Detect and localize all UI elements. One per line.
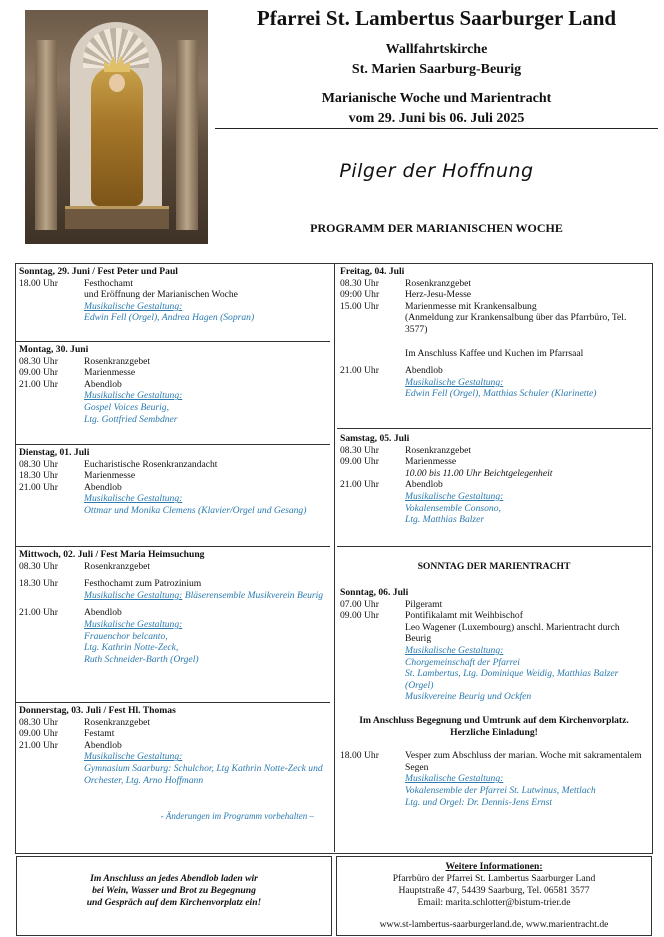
contact-address: Hauptstraße 47, 54439 Saarburg, Tel. 06581 3577 xyxy=(398,885,590,896)
time: 08.30 Uhr xyxy=(19,355,58,367)
day-friday-04 xyxy=(340,266,648,400)
invitation-line: bei Wein, Wasser und Brot zu Begegnung xyxy=(92,885,256,896)
day-sunday-29 xyxy=(19,266,329,324)
music-text: Bläserensemble Musikverein Beurig xyxy=(182,589,324,601)
music-text: Chorgemeinschaft der Pfarrei xyxy=(405,656,520,668)
music-label: Musikalische Gestaltung: xyxy=(84,618,183,630)
event-detail: Leo Wagener (Luxembourg) anschl. Marientracht durch Beurig xyxy=(405,621,620,645)
motto: Pilger der Hoffnung xyxy=(339,160,534,182)
day-monday-30 xyxy=(19,344,329,425)
music-text: Vokalensemble der Pfarrei St. Lutwinus, Mettlach xyxy=(405,784,596,796)
event: Pilgeramt xyxy=(405,598,443,610)
time: 09.00 Uhr xyxy=(340,456,379,468)
event: Marienmesse xyxy=(84,470,136,482)
day-heading: Montag, 30. Juni xyxy=(19,344,89,355)
page-title: Pfarrei St. Lambertus Saarburger Land xyxy=(256,6,617,30)
music-label: Musikalische Gestaltung: xyxy=(84,589,183,601)
time: 08.30 Uhr xyxy=(19,560,58,572)
music-text: Gymnasium Saarburg: Schulchor, Ltg Kathrin Notte-Zeck und Orchester, Ltg. Arno Hoffmann xyxy=(84,762,323,786)
time: 18.30 Uhr xyxy=(19,578,58,590)
event: Rosenkranzgebet xyxy=(405,444,472,456)
day-divider xyxy=(337,546,651,547)
event-detail: und Eröffnung der Marianischen Woche xyxy=(84,289,238,301)
day-divider xyxy=(16,444,330,445)
time: 08.30 Uhr xyxy=(19,458,58,470)
music-label: Musikalische Gestaltung: xyxy=(405,773,504,785)
day-divider xyxy=(16,702,330,703)
music-text: Gospel Voices Beurig, xyxy=(84,401,169,413)
time: 09.00 Uhr xyxy=(19,728,58,740)
event: Marienmesse xyxy=(84,367,136,379)
time: 18.30 Uhr xyxy=(19,470,58,482)
music-text: St. Lambertus, Ltg. Dominique Weidig, Matthias Balzer (Orgel) xyxy=(405,668,619,691)
day-divider xyxy=(16,546,330,547)
event: Festhochamt xyxy=(84,277,134,289)
time: 21.00 Uhr xyxy=(19,378,58,390)
time: 18.00 Uhr xyxy=(340,750,379,762)
event: Festamt xyxy=(84,728,115,740)
program-title: PROGRAMM DER MARIANISCHEN WOCHE xyxy=(310,221,563,235)
church-line-1: Wallfahrtskirche xyxy=(385,42,488,57)
music-text: Ltg. Kathrin Notte-Zeck, xyxy=(84,642,179,654)
event: Abendlob xyxy=(84,607,122,619)
music-text: Ruth Schneider-Barth (Orgel) xyxy=(84,653,199,665)
column-divider xyxy=(334,263,335,852)
time: 07.00 Uhr xyxy=(340,598,379,610)
time: 21.00 Uhr xyxy=(19,481,58,493)
music-label: Musikalische Gestaltung: xyxy=(405,376,504,388)
day-heading: Freitag, 04. Juli xyxy=(340,266,405,277)
invitation-line: und Gespräch auf dem Kirchenvorplatz ein! xyxy=(86,897,262,908)
sunday-marientracht-title: SONNTAG DER MARIENTRACHT xyxy=(417,561,571,572)
day-heading: Sonntag, 29. Juni / Fest Peter und Paul xyxy=(19,266,178,277)
event: Rosenkranzgebet xyxy=(84,355,151,367)
event: Herz-Jesu-Messe xyxy=(405,289,472,301)
changes-note: - Änderungen im Programm vorbehalten – xyxy=(160,811,314,821)
time: 09.00 Uhr xyxy=(19,367,58,379)
music-text: Musikvereine Beurig und Ockfen xyxy=(405,691,532,703)
event: Vesper zum Abschluss der marian. Woche mit sakramentalem Segen xyxy=(405,750,642,773)
event: Pontifikalamt mit Weihbischof xyxy=(405,610,523,622)
event: Rosenkranzgebet xyxy=(405,277,472,289)
day-saturday-05 xyxy=(340,433,648,526)
confession-note: 10.00 bis 11.00 Uhr Beichtgelegenheit xyxy=(405,467,553,479)
event: Rosenkranzgebet xyxy=(84,716,151,728)
time: 08.30 Uhr xyxy=(340,444,379,456)
music-text: Vokalensemble Consono, xyxy=(405,502,501,514)
contact-heading: Weitere Informationen: xyxy=(445,861,543,872)
music-text: Frauenchor belcanto, xyxy=(84,630,168,642)
contact-office: Pfarrbüro der Pfarrei St. Lambertus Saarburger Land xyxy=(392,873,596,884)
event: Abendlob xyxy=(405,479,443,491)
day-divider xyxy=(16,341,330,342)
madonna-photo xyxy=(25,10,208,244)
reception-note: Im Anschluss Begegnung und Umtrunk auf dem Kirchenvorplatz. xyxy=(359,714,629,726)
header-divider xyxy=(215,128,658,129)
music-label: Musikalische Gestaltung: xyxy=(84,493,183,505)
event: Marienmesse mit Krankensalbung xyxy=(405,300,537,312)
time: 18.00 Uhr xyxy=(19,277,58,289)
event: Eucharistische Rosenkranzandacht xyxy=(84,458,218,470)
music-text: Ottmar und Monika Clemens (Klavier/Orgel und Gesang) xyxy=(84,504,307,516)
music-text: Edwin Fell (Orgel), Matthias Schuler (Klarinette) xyxy=(405,388,597,400)
time: 21.00 Uhr xyxy=(19,739,58,751)
contact-email[interactable]: Email: marita.schlotter@bistum-trier.de xyxy=(417,897,571,908)
invitation-note: Herzliche Einladung! xyxy=(450,726,538,738)
day-heading: Sonntag, 06. Juli xyxy=(340,587,409,598)
time: 08.30 Uhr xyxy=(340,277,379,289)
event-detail: (Anmeldung zur Krankensalbung über das Pfarrbüro, Tel. 3577) xyxy=(405,312,627,335)
event: Abendlob xyxy=(84,481,122,493)
music-label: Musikalische Gestaltung: xyxy=(84,751,183,763)
time: 15.00 Uhr xyxy=(340,300,379,312)
contact-websites[interactable]: www.st-lambertus-saarburgerland.de, www.marientracht.de xyxy=(379,919,609,930)
time: 09.00 Uhr xyxy=(340,610,379,622)
day-heading: Donnerstag, 03. Juli / Fest Hl. Thomas xyxy=(19,705,176,716)
music-text: Ltg. Matthias Balzer xyxy=(405,514,485,526)
day-wednesday-02 xyxy=(19,549,329,665)
event-line-2: vom 29. Juni bis 06. Juli 2025 xyxy=(348,111,525,126)
day-divider xyxy=(337,428,651,429)
time: 21.00 Uhr xyxy=(19,607,58,619)
day-sunday-06 xyxy=(340,587,648,808)
invitation-line: Im Anschluss an jedes Abendlob laden wir xyxy=(90,873,258,884)
event-line-1: Marianische Woche und Marientracht xyxy=(321,91,552,106)
music-text: Edwin Fell (Orgel), Andrea Hagen (Sopran) xyxy=(84,312,255,324)
event: Abendlob xyxy=(84,739,122,751)
day-tuesday-01 xyxy=(19,447,329,517)
event: Marienmesse xyxy=(405,456,457,468)
music-label: Musikalische Gestaltung: xyxy=(405,644,504,656)
music-label: Musikalische Gestaltung: xyxy=(84,390,183,402)
church-line-2: St. Marien Saarburg-Beurig xyxy=(351,62,522,77)
music-label: Musikalische Gestaltung: xyxy=(405,490,504,502)
invitation-box xyxy=(16,856,332,936)
day-heading: Mittwoch, 02. Juli / Fest Maria Heimsuchung xyxy=(19,549,205,560)
event: Abendlob xyxy=(405,365,443,377)
day-heading: Samstag, 05. Juli xyxy=(340,433,410,444)
after-note: Im Anschluss Kaffee und Kuchen im Pfarrsaal xyxy=(405,347,584,359)
day-thursday-03 xyxy=(19,705,329,786)
music-label: Musikalische Gestaltung: xyxy=(84,300,183,312)
time: 21.00 Uhr xyxy=(340,365,379,377)
time: 09:00 Uhr xyxy=(340,289,380,301)
contact-box xyxy=(336,856,652,936)
music-text: Ltg. Gottfried Sembdner xyxy=(84,413,178,425)
time: 08.30 Uhr xyxy=(19,716,58,728)
event: Festhochamt zum Patrozinium xyxy=(84,578,202,590)
music-text: Ltg. und Orgel: Dr. Dennis-Jens Ernst xyxy=(405,796,553,808)
time: 21.00 Uhr xyxy=(340,479,379,491)
event: Abendlob xyxy=(84,378,122,390)
event: Rosenkranzgebet xyxy=(84,560,151,572)
day-heading: Dienstag, 01. Juli xyxy=(19,447,90,458)
